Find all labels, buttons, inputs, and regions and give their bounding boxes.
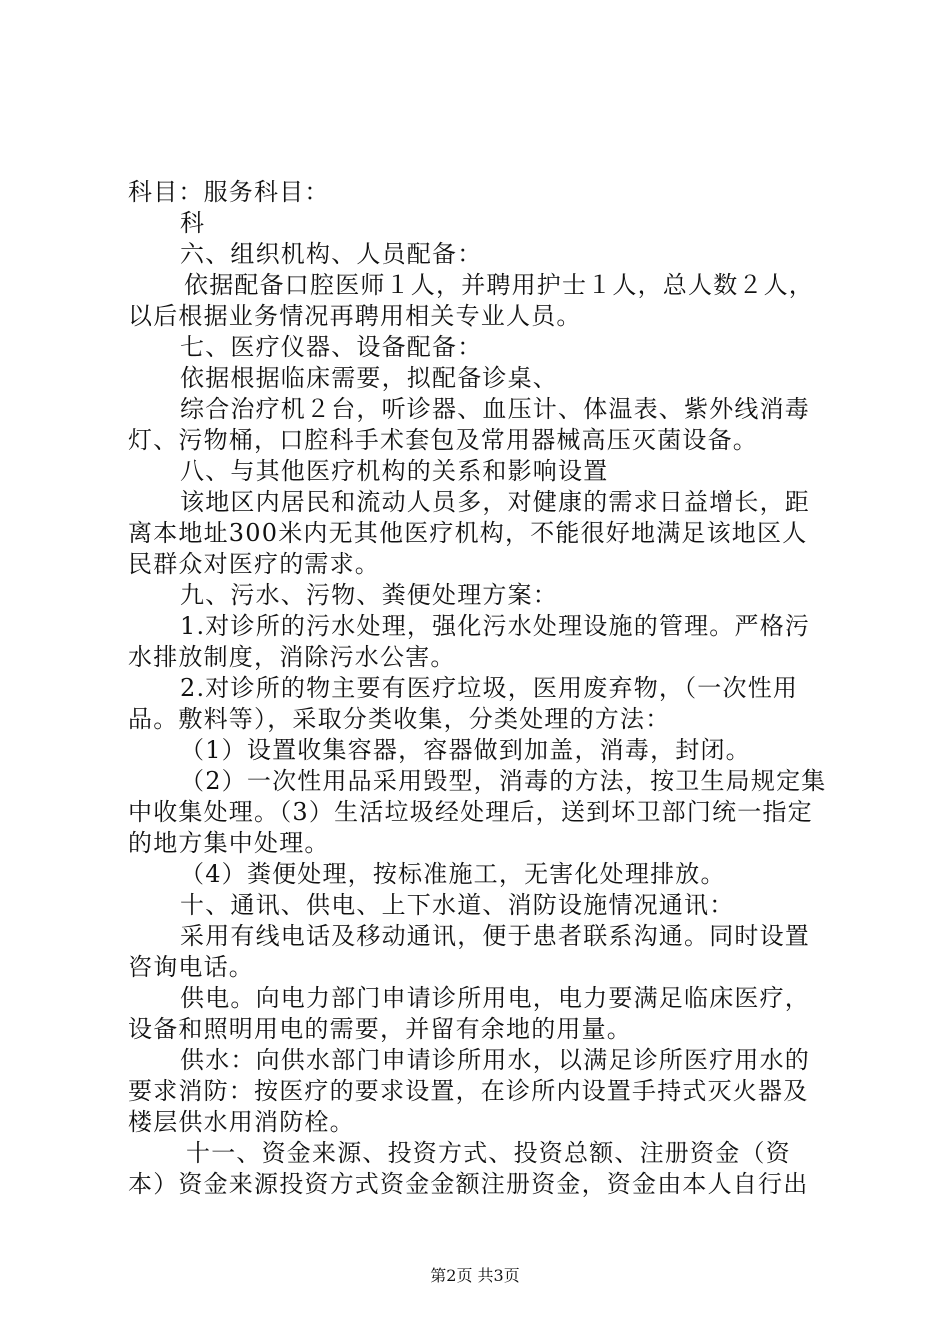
text-line: 采用有线电话及移动通讯，便于患者联系沟通。同时设置 [180,922,810,950]
section-heading: 七、医疗仪器、设备配备： [180,333,483,361]
text-line: 该地区内居民和流动人员多，对健康的需求日益增长，距 [180,488,810,516]
page-number: 第2页 共3页 [430,1266,520,1285]
text-line: 综合治疗机２台，听诊器、血压计、体温表、紫外线消毒 [180,395,810,423]
text-line: 的地方集中处理。 [128,829,330,857]
text-line: 2.对诊所的物主要有医疗垃圾，医用废弃物，（一次性用 [180,674,799,702]
text-line: 本）资金来源投资方式资金金额注册资金，资金由本人自行出 [128,1170,809,1198]
text-line: 品。敷料等），采取分类收集，分类处理的方法： [128,705,671,733]
text-line: 科 [180,209,206,237]
text-line: 供水：向供水部门申请诊所用水，以满足诊所医疗用水的 [180,1046,810,1074]
text-line: 依据配备口腔医师１人，并聘用护士１人，总人数２人， [184,271,814,299]
text-line: 设备和照明用电的需要，并留有余地的用量。 [128,1015,632,1043]
text-line: 供电。向电力部门申请诊所用电，电力要满足临床医疗， [180,984,810,1012]
section-heading: 六、组织机构、人员配备： [180,240,483,268]
text-line: 离本地址300米内无其他医疗机构，不能很好地满足该地区人 [128,519,808,547]
text-line: 要求消防：按医疗的要求设置，在诊所内设置手持式灭火器及 [128,1077,809,1105]
text-line: 依据根据临床需要，拟配备诊桌、 [180,364,558,392]
text-line: 水排放制度，消除污水公害。 [128,643,456,671]
section-heading: 九、污水、污物、粪便处理方案： [180,581,558,609]
text-line: 科目：服务科目： [128,178,330,206]
text-line: 咨询电话。 [128,953,254,981]
text-line: 民群众对医疗的需求。 [128,550,380,578]
section-heading: 八、与其他医疗机构的关系和影响设置 [180,457,609,485]
text-line: 楼层供水用消防栓。 [128,1108,355,1136]
text-line: 中收集处理。（3）生活垃圾经处理后，送到坏卫部门统一指定 [128,798,813,826]
text-line: 1.对诊所的污水处理，强化污水处理设施的管理。严格污 [180,612,811,640]
text-line: （1）设置收集容器，容器做到加盖，消毒，封闭。 [180,736,751,764]
section-heading: 十一、资金来源、投资方式、投资总额、注册资金（资 [186,1139,791,1167]
text-line: （2）一次性用品采用毁型，消毒的方法，按卫生局规定集 [180,767,827,795]
text-line: 灯、污物桶，口腔科手术套包及常用器械高压灭菌设备。 [128,426,758,454]
text-line: 以后根据业务情况再聘用相关专业人员。 [128,302,582,330]
section-heading: 十、通讯、供电、上下水道、消防设施情况通讯： [180,891,735,919]
text-line: （4）粪便处理，按标准施工，无害化处理排放。 [180,860,726,888]
